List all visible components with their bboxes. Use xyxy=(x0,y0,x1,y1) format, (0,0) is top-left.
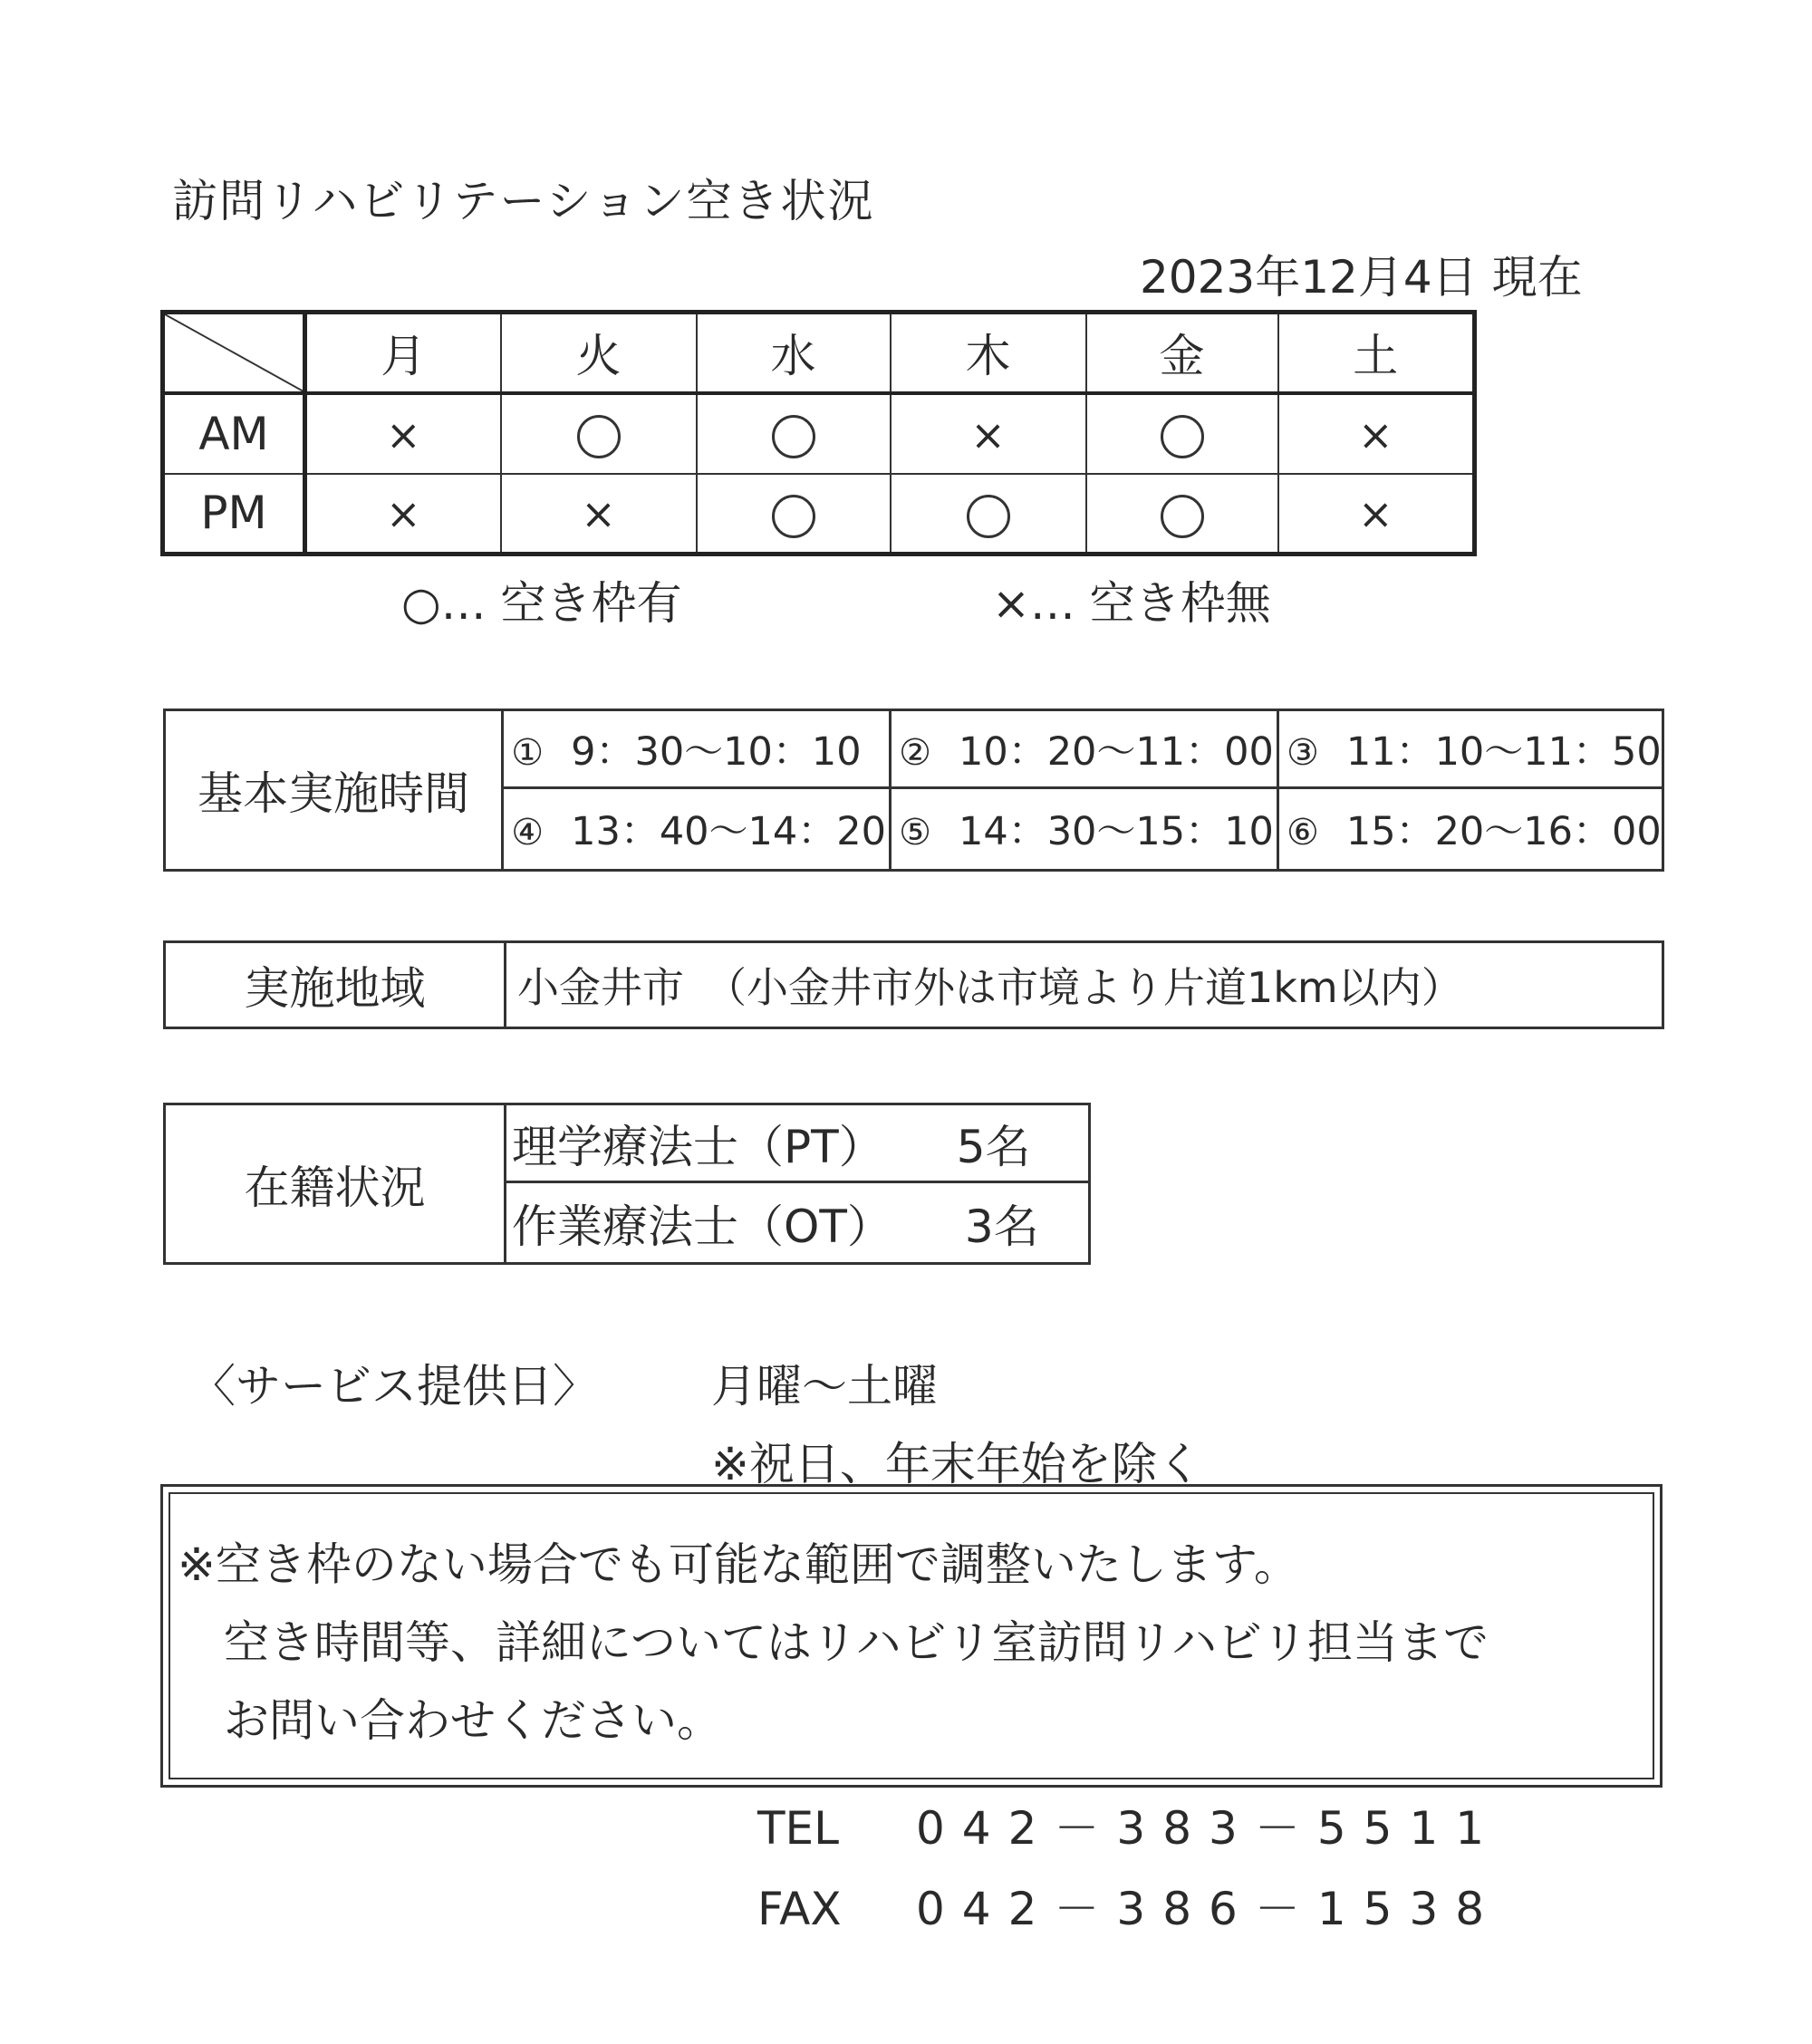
legend-available: ○… 空き枠有 xyxy=(401,577,682,630)
full-mark: × xyxy=(385,489,421,539)
slot-mark xyxy=(697,393,891,474)
notice-line-3: お問い合わせください。 xyxy=(224,1694,722,1747)
slot-mark xyxy=(1086,393,1278,474)
available-mark xyxy=(1161,415,1204,458)
slot-mark xyxy=(891,393,1086,474)
fax-label: FAX xyxy=(757,1883,842,1935)
slot-time: 9：30〜10：10 xyxy=(571,728,862,775)
slot-number: ④ xyxy=(511,812,545,854)
fax-number: 042－386－1538 xyxy=(916,1883,1502,1935)
fax-line xyxy=(757,1873,1501,1938)
staff-count: 3名 xyxy=(964,1200,1039,1253)
page-title: 訪問リハビリテーション空き状況 xyxy=(172,175,875,227)
day-header-fri: 金 xyxy=(1086,313,1278,393)
day-header-sat: 土 xyxy=(1278,313,1475,393)
service-area-label: 実施地域 xyxy=(165,942,506,1028)
staff-label: 在籍状況 xyxy=(165,1104,506,1264)
row-label-pm: PM xyxy=(163,474,305,554)
full-mark: × xyxy=(385,410,421,459)
slot-mark xyxy=(501,474,697,554)
available-mark xyxy=(1161,495,1204,538)
notice-inner-frame xyxy=(169,1492,1654,1779)
staff-role: 理学療法士（PT） xyxy=(512,1120,884,1173)
day-header-tue: 火 xyxy=(501,313,697,393)
day-header-thu: 木 xyxy=(891,313,1086,393)
slot-time: 14：30〜15：10 xyxy=(958,809,1274,855)
diagonal-line xyxy=(165,314,303,391)
notice-line-2: 空き時間等、詳細についてはリハビリ室訪問リハビリ担当まで xyxy=(224,1616,1489,1669)
slot-number: ② xyxy=(899,731,931,774)
service-days-note: ※祝日、年末年始を除く xyxy=(711,1438,1202,1490)
slot-number: ⑤ xyxy=(899,812,931,854)
slot-mark xyxy=(305,474,501,554)
slot-number: ⑥ xyxy=(1287,812,1319,854)
pm-row xyxy=(163,474,1475,554)
full-mark: × xyxy=(1357,489,1393,539)
time-slot-5 xyxy=(891,787,1278,870)
legend-full: ×… 空き枠無 xyxy=(992,577,1271,630)
staff-role: 作業療法士（OT） xyxy=(512,1200,892,1253)
slot-time: 13：40〜14：20 xyxy=(571,809,886,855)
time-slot-6 xyxy=(1278,787,1663,870)
basic-times-label: 基本実施時間 xyxy=(165,710,503,871)
full-mark: × xyxy=(970,410,1006,459)
tel-number: 042－383－5511 xyxy=(916,1802,1502,1855)
as-of-date: 2023年12月4日 現在 xyxy=(1140,251,1583,304)
staff-count: 5名 xyxy=(956,1120,1031,1173)
tel-label: TEL xyxy=(757,1802,839,1855)
time-slot-1 xyxy=(503,710,891,788)
full-mark: × xyxy=(581,489,616,539)
am-row xyxy=(163,393,1475,474)
slot-mark xyxy=(697,474,891,554)
staff-row xyxy=(506,1104,1090,1182)
slot-time: 10：20〜11：00 xyxy=(958,728,1274,775)
day-header-wed: 水 xyxy=(697,313,891,393)
time-slot-3 xyxy=(1278,710,1663,788)
available-mark xyxy=(772,495,815,538)
tel-line xyxy=(757,1792,1501,1857)
notice-line-1: ※空き枠のない場合でも可能な範囲で調整いたします。 xyxy=(178,1538,1299,1591)
service-days-value: 月曜〜土曜 xyxy=(711,1360,938,1412)
service-area-value: 小金井市 （小金井市外は市境より片道1km以内） xyxy=(506,942,1663,1028)
service-area-table xyxy=(163,940,1664,1029)
available-mark xyxy=(967,495,1010,538)
slot-mark xyxy=(305,393,501,474)
full-mark: × xyxy=(1357,410,1393,459)
row-label-am: AM xyxy=(163,393,305,474)
staff-table xyxy=(163,1103,1091,1265)
basic-times-table xyxy=(163,709,1664,872)
slot-mark xyxy=(1278,474,1475,554)
service-days-label: 〈サービス提供日〉 xyxy=(190,1360,598,1412)
staff-row xyxy=(506,1182,1090,1264)
notice-box xyxy=(160,1484,1663,1788)
availability-table xyxy=(160,310,1477,556)
corner-cell xyxy=(163,313,305,393)
slot-mark xyxy=(1086,474,1278,554)
day-header-mon: 月 xyxy=(305,313,501,393)
time-slot-2 xyxy=(891,710,1278,788)
slot-number: ③ xyxy=(1287,731,1319,774)
available-mark xyxy=(577,415,621,458)
slot-mark xyxy=(501,393,697,474)
slot-time: 11：10〜11：50 xyxy=(1345,728,1662,775)
slot-time: 15：20〜16：00 xyxy=(1345,809,1662,855)
available-mark xyxy=(772,415,815,458)
slot-mark xyxy=(1278,393,1475,474)
time-slot-4 xyxy=(503,787,891,870)
slot-mark xyxy=(891,474,1086,554)
slot-number: ① xyxy=(511,731,545,774)
